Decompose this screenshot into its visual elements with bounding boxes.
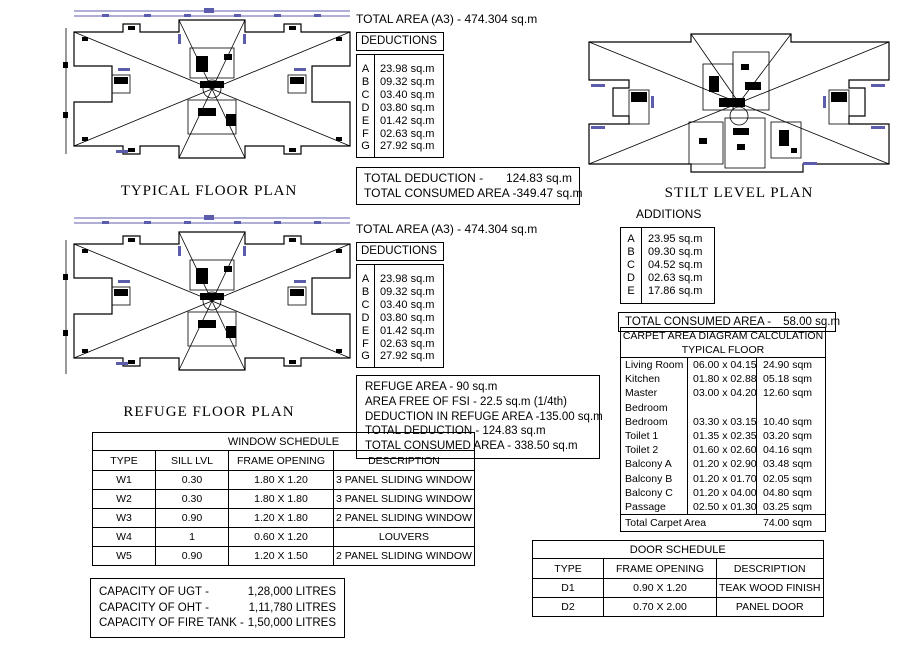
col-header-description: DESCRIPTION: [334, 451, 475, 471]
room-name: Master Bedroom: [625, 387, 668, 414]
deduction-key: A: [361, 63, 370, 75]
typical-floor-plan-block: [58, 4, 360, 200]
room-dimension: 01.35 x 02.35: [693, 429, 757, 442]
total-consumed-value: 349.47 sq.m: [516, 186, 583, 201]
door-frame: 0.90 X 1.20: [604, 579, 717, 598]
door-schedule-title: DOOR SCHEDULE: [533, 541, 824, 559]
capacity-label: CAPACITY OF OHT -: [99, 601, 209, 614]
carpet-total-value: 74.00 sqm: [763, 517, 813, 530]
window-type: W2: [93, 490, 156, 509]
refuge-note: AREA FREE OF FSI - 22.5 sq.m (1/4th): [365, 395, 567, 408]
room-area: 12.60 sqm: [763, 387, 813, 400]
door-row: [533, 579, 824, 598]
addition-row: [621, 272, 714, 285]
deduction-row: [357, 89, 443, 102]
door-frame: 0.70 X 2.00: [604, 598, 717, 617]
window-schedule-table: [92, 432, 475, 566]
typical-area-block: [356, 12, 583, 205]
window-type: W5: [93, 547, 156, 566]
room-dimension: 01.20 x 04.00: [693, 486, 757, 499]
addition-value: 17.86 sq.m: [648, 284, 703, 297]
typical-totals-box: [356, 167, 583, 205]
room-name: Balcony B: [625, 472, 673, 485]
deduction-row: [357, 76, 443, 89]
refuge-floor-plan-drawing: [58, 212, 360, 397]
door-schedule-header: [533, 559, 824, 579]
window-description: 3 PANEL SLIDING WINDOW: [334, 471, 475, 490]
window-type: W3: [93, 509, 156, 528]
col-header-sill-lvl: SILL LVL: [156, 451, 229, 471]
window-description: 2 PANEL SLIDING WINDOW: [334, 509, 475, 528]
room-area: 03.20 sqm: [763, 429, 813, 442]
deduction-value: 02.63 sq.m: [380, 337, 435, 350]
room-dimension: 01.20 x 01.70: [693, 472, 757, 485]
table-divider: [374, 265, 375, 367]
room-name: Living Room: [625, 359, 684, 371]
total-consumed-row: [364, 186, 583, 201]
addition-key: B: [627, 245, 635, 258]
table-divider: [641, 228, 642, 303]
deduction-value: 23.98 sq.m: [380, 273, 435, 285]
carpet-total-row: [621, 514, 825, 531]
typical-deductions-title: DEDUCTIONS: [356, 32, 444, 51]
deduction-value: 03.40 sq.m: [380, 298, 435, 311]
window-schedule-header: [93, 451, 475, 471]
deduction-row: [357, 338, 443, 351]
carpet-total-label: Total Carpet Area: [625, 517, 707, 530]
deduction-value: 03.80 sq.m: [380, 311, 435, 324]
deduction-row: [357, 350, 443, 363]
window-frame: 1.80 X 1.20: [229, 471, 334, 490]
door-row: [533, 598, 824, 617]
deduction-value: 27.92 sq.m: [380, 350, 435, 363]
room-area: 04.16 sqm: [763, 444, 813, 457]
deduction-row: [357, 128, 443, 141]
capacity-row: [99, 585, 336, 601]
carpet-table-title: [621, 328, 825, 357]
window-description: 3 PANEL SLIDING WINDOW: [334, 490, 475, 509]
room-name: Balcony C: [625, 486, 673, 499]
room-area: 10.40 sqm: [763, 415, 813, 428]
typical-total-area: TOTAL AREA (A3) - 474.304 sq.m: [356, 12, 538, 26]
room-area: 04.80 sqm: [763, 486, 813, 499]
deduction-value: 01.42 sq.m: [380, 114, 435, 127]
capacity-label: CAPACITY OF UGT -: [99, 586, 209, 598]
deduction-row: [357, 299, 443, 312]
deduction-row: [357, 286, 443, 299]
deduction-key: E: [361, 324, 370, 337]
window-sill: 0.90: [156, 509, 229, 528]
deduction-value: 02.63 sq.m: [380, 127, 435, 140]
tank-capacity-box: [90, 578, 345, 638]
window-frame: 1.80 X 1.80: [229, 490, 334, 509]
door-type: D1: [533, 579, 604, 598]
room-dimension: 06.00 x 04.15: [693, 359, 757, 371]
deduction-key: C: [361, 298, 370, 311]
carpet-name-column: [621, 358, 687, 514]
stilt-level-plan-block: [583, 26, 895, 202]
refuge-total-area: TOTAL AREA (A3) - 474.304 sq.m: [356, 222, 538, 236]
deduction-value: 01.42 sq.m: [380, 324, 435, 337]
deduction-value: 23.98 sq.m: [380, 63, 435, 75]
room-area: 24.90 sqm: [763, 359, 813, 371]
door-schedule-table: [532, 540, 824, 617]
room-area: 03.25 sqm: [763, 500, 813, 513]
window-sill: 0.30: [156, 471, 229, 490]
carpet-table-body: [621, 357, 825, 514]
room-dimension: 02.50 x 01.30: [693, 500, 757, 513]
deduction-value: 27.92 sq.m: [380, 140, 435, 153]
deduction-key: G: [361, 350, 370, 363]
window-row: [93, 471, 475, 490]
carpet-dimension-column: [687, 358, 757, 514]
window-row: [93, 490, 475, 509]
carpet-area-column: [757, 358, 825, 514]
room-area: 03.48 sqm: [763, 458, 813, 471]
room-name: Kitchen: [625, 373, 661, 386]
deduction-row: [357, 325, 443, 338]
capacity-row: [99, 616, 336, 632]
total-consumed-label: TOTAL CONSUMED AREA -: [364, 186, 517, 201]
typical-floor-plan-label: TYPICAL FLOOR PLAN: [120, 183, 298, 199]
stilt-level-plan-drawing: [583, 26, 895, 178]
additions-title: ADDITIONS: [636, 207, 702, 221]
carpet-area-table: [620, 327, 826, 532]
carpet-title-line1: CARPET AREA DIAGRAM CALCULATION: [622, 330, 824, 342]
col-header-description: DESCRIPTION: [717, 559, 824, 579]
deduction-key: E: [361, 114, 370, 127]
typical-deductions-table: [356, 54, 444, 158]
deduction-key: D: [361, 311, 370, 324]
addition-row: [621, 259, 714, 272]
window-sill: 1: [156, 528, 229, 547]
capacity-value: 1,11,780 LITRES: [248, 601, 336, 614]
addition-value: 09.30 sq.m: [648, 245, 703, 258]
room-name: Toilet 2: [625, 444, 659, 457]
addition-value: 04.52 sq.m: [648, 258, 703, 271]
addition-key: C: [627, 258, 635, 271]
room-dimension: 01.60 x 02.60: [693, 444, 757, 457]
addition-key: A: [627, 233, 635, 245]
deduction-key: C: [361, 88, 370, 101]
room-dimension: 01.20 x 02.90: [693, 458, 757, 471]
refuge-floor-plan-block: [58, 212, 360, 421]
room-name: Balcony A: [625, 458, 672, 471]
refuge-note: TOTAL DEDUCTION - 124.83 sq.m: [365, 425, 546, 438]
room-name: Toilet 1: [625, 429, 659, 442]
refuge-note: TOTAL CONSUMED AREA - 338.50 sq.m: [365, 439, 578, 452]
addition-key: D: [627, 271, 635, 284]
window-sill: 0.90: [156, 547, 229, 566]
addition-value: 02.63 sq.m: [648, 271, 703, 284]
deduction-row: [357, 102, 443, 115]
window-description: 2 PANEL SLIDING WINDOW: [334, 547, 475, 566]
additions-block: [618, 207, 841, 332]
refuge-note: DEDUCTION IN REFUGE AREA -135.00 sq.m: [365, 410, 603, 423]
col-header-frame-opening: FRAME OPENING: [229, 451, 334, 471]
room-name: Passage: [625, 500, 666, 513]
refuge-deductions-table: [356, 264, 444, 368]
door-type: D2: [533, 598, 604, 617]
deduction-key: B: [361, 75, 370, 88]
total-deduction-value: 124.83 sq.m: [505, 171, 572, 186]
window-sill: 0.30: [156, 490, 229, 509]
stilt-level-plan-label: STILT LEVEL PLAN: [664, 185, 814, 201]
deduction-key: B: [361, 285, 370, 298]
col-header-type: TYPE: [93, 451, 156, 471]
window-row: [93, 528, 475, 547]
deduction-row: [357, 115, 443, 128]
room-dimension: 03.30 x 03.15: [693, 415, 757, 428]
col-header-type: TYPE: [533, 559, 604, 579]
door-description: TEAK WOOD FINISH: [717, 579, 824, 598]
window-frame: 1.20 X 1.80: [229, 509, 334, 528]
deduction-key: D: [361, 101, 370, 114]
col-header-frame-opening: FRAME OPENING: [604, 559, 717, 579]
additions-total-label: TOTAL CONSUMED AREA -: [625, 315, 772, 328]
refuge-deductions-title: DEDUCTIONS: [356, 242, 444, 261]
deduction-key: A: [361, 273, 370, 285]
addition-key: E: [627, 284, 635, 297]
addition-row: [621, 246, 714, 259]
total-deduction-label: TOTAL DEDUCTION -: [364, 171, 484, 186]
deduction-value: 03.40 sq.m: [380, 88, 435, 101]
room-area: 05.18 sqm: [763, 373, 813, 386]
capacity-value: 1,28,000 LITRES: [247, 586, 336, 598]
deduction-row: [357, 312, 443, 325]
room-area: 02.05 sqm: [763, 472, 813, 485]
deduction-value: 09.32 sq.m: [380, 75, 435, 88]
deduction-row: [357, 140, 443, 153]
window-frame: 0.60 X 1.20: [229, 528, 334, 547]
deduction-row: [357, 63, 443, 76]
window-type: W4: [93, 528, 156, 547]
refuge-floor-plan-label: REFUGE FLOOR PLAN: [123, 404, 295, 420]
refuge-area-block: [356, 222, 603, 459]
window-schedule-title: WINDOW SCHEDULE: [93, 433, 475, 451]
addition-row: [621, 233, 714, 246]
room-dimension: 03.00 x 04.20: [693, 387, 757, 400]
deduction-key: F: [362, 337, 369, 350]
capacity-label: CAPACITY OF FIRE TANK -: [99, 617, 244, 629]
additions-table: [620, 227, 715, 304]
window-frame: 1.20 X 1.50: [229, 547, 334, 566]
window-type: W1: [93, 471, 156, 490]
room-name: Bedroom: [625, 415, 668, 428]
table-divider: [374, 55, 375, 157]
deduction-value: 09.32 sq.m: [380, 285, 435, 298]
addition-row: [621, 285, 714, 298]
deduction-value: 03.80 sq.m: [380, 101, 435, 114]
window-row: [93, 547, 475, 566]
total-deduction-row: [364, 171, 572, 186]
door-description: PANEL DOOR: [717, 598, 824, 617]
capacity-value: 1,50,000 LITRES: [247, 617, 336, 629]
window-row: [93, 509, 475, 528]
room-dimension: 01.80 x 02.88: [693, 373, 757, 386]
addition-value: 23.95 sq.m: [648, 233, 703, 245]
capacity-row: [99, 601, 336, 617]
deduction-key: F: [362, 127, 369, 140]
deduction-key: G: [361, 140, 370, 153]
deduction-row: [357, 273, 443, 286]
carpet-title-line2: TYPICAL FLOOR: [681, 343, 765, 356]
window-description: LOUVERS: [334, 528, 475, 547]
typical-floor-plan-drawing: [58, 4, 360, 176]
additions-total-value: 58.00 sq.m: [783, 315, 841, 328]
refuge-note: REFUGE AREA - 90 sq.m: [365, 381, 498, 394]
